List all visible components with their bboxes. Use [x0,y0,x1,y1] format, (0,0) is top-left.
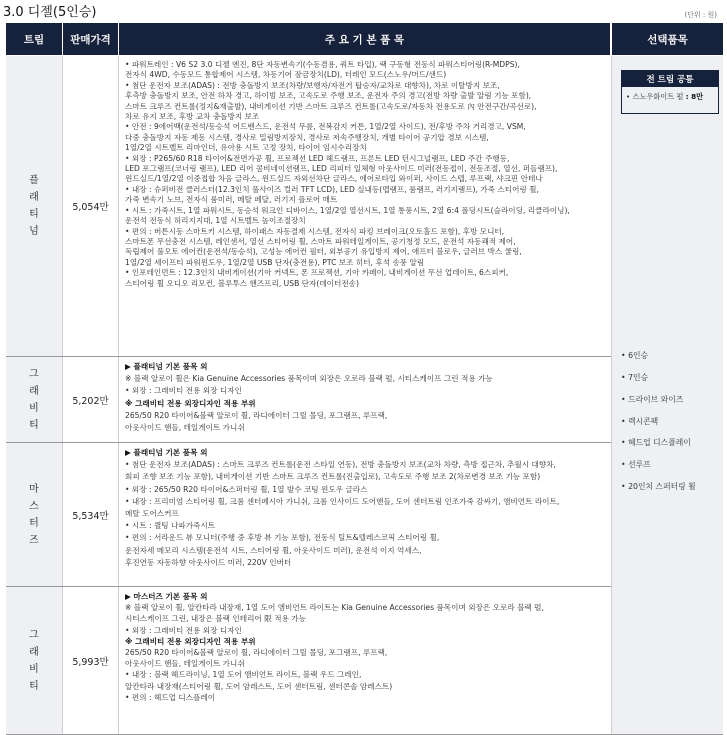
trim-name-cell [6,357,62,442]
feature-line: 회피 조향 보조 기능 포함), 내비게이션 기반 스마트 크루즈 컨트롤(진출입로), 고속도로 주행 보조 2(차로변경 보조 기능 포함) [125,472,541,482]
feature-line: • 내장 : 프리미엄 스티어링 휠, 크롬 센터페시아 가니쉬, 크롬 인사이드 도어핸들, 도어 센터트림 인조가죽 감싸기, 앰비언트 라이트, [125,496,560,506]
trim-name-cell [6,443,62,586]
trim-name: 그래비티 [29,368,39,431]
feature-line: ▶ 플래티넘 기본 품목 외 [125,448,208,457]
option-item[interactable]: • 렉시콘팩 [621,417,659,426]
feature-line: • 편의 : 버튼시동 스마트키 시스템, 하이패스 자동결제 시스템, 전자식 파킹 브레이크(오토홀드 포함), 후방 모니터, [125,226,505,236]
feature-line: 265/50 R20 타이어&블랙 알로이 휠, 라디에이터 그릴 몰딩, 포그램프, 루프랙, [125,648,388,658]
feature-line: 전자식 4WD, 수동모드 통합제어 시스템, 차동기어 잠금장치(LD), 터레인 모드(스노우/머드/샌드) [125,70,447,80]
feature-line: 알칸타라 내장재(스티어링 휠, 도어 암레스트, 도어 센터트림, 센터콘솔 암레스트) [125,681,393,691]
option-item[interactable]: • 선루프 [621,460,651,469]
common-option-item[interactable] [622,87,718,102]
feature-line: 다중 충돌방지 자동 제동 시스템, 경사로 밀림방지장치, 경사로 저속주행장치, 개별 타이어 공기압 경보 시스템, [125,132,489,142]
feature-line: • 외장 : P265/60 R18 타이어&전면가공 휠, 프로젝션 LED 헤드램프, 프론트 LED 턴시그널램프, LED 주간 주행등, [125,153,510,163]
trim-price: 5,054만 [72,202,109,213]
trim-price: 5,534만 [72,510,109,522]
feature-line: • 외장 : 그래비티 전용 외장 디자인 [125,625,242,635]
page-title: 3.0 디젤(5인승) [3,5,97,20]
feature-list [125,60,607,289]
feature-line: • 시트 : 가죽시트, 1열 파워시트, 동승석 워크인 디바이스, 1열/2열 열선시트, 1열 통풍시트, 2열 6:4 폴딩시트(슬라이딩, 리클라이닝), [125,205,570,215]
feature-line: • 외장 : 265/50 R20 타이어&스퍼터링 휠, 1열 발수 코팅 윈도우 글라스 [125,484,368,494]
feature-line: 스마트 크루즈 컨트롤(정지&재출발), 내비게이션 기반 스마트 크루즈 컨트롤(고속도로/자동차 전용도로 內 안전구간/곡선로), [125,101,537,111]
feature-line: 메탈 도어스커프 [125,509,179,519]
feature-line: 아웃사이드 핸들, 테일게이트 가니쉬 [125,423,245,433]
feature-line: • 안전 : 9에어백(운전석/동승석 어드밴스드, 운전석 무릎, 전복감지 커튼, 1열/2열 사이드), 전/후방 주차 거리경고, VSM, [125,122,526,132]
option-item[interactable]: • 20인치 스퍼터링 휠 [621,482,696,491]
divider [118,56,119,734]
feature-line: 가죽 변속기 노브, 전자식 룸미러, 메탈 페달, 러기지 플로어 매트 [125,195,338,205]
feature-line: • 내장 : 블랙 헤드라이닝, 1열 도어 앰비언트 라이트, 블랙 우드 그레인, [125,670,362,680]
feature-line: • 외장 : 그래비티 전용 외장 디자인 [125,386,242,396]
common-option-box [621,70,719,114]
feature-list [125,447,607,569]
feature-line: 1열/2열 시트벨트 리마인더, 유아용 시트 고정 장치, 타이어 임시수리장치 [125,143,367,153]
feature-line: ※ 그래비티 전용 외장디자인 적용 부위 [125,398,256,408]
feature-list [125,361,607,434]
divider [611,56,612,734]
feature-line: 1열/2열 세이프티 파워윈도우, 1열/2열 USB 단자(충전용), PTC 보조 히터, 후석 송풍 알림 [125,257,425,267]
header-trim: 트림 [6,23,62,55]
feature-line: • 편의 : 서라운드 뷰 모니터(주행 중 후방 뷰 기능 포함), 전동식 틸트&텔레스코픽 스티어링 휠, [125,533,440,543]
trim-price: 5,202만 [72,395,109,407]
trim-name: 마스터즈 [29,483,39,546]
feature-line: 265/50 R20 타이어&블랙 알로이 휠, 라디에이터 그릴 몰딩, 포그램프, 루프랙, [125,410,388,420]
option-item[interactable]: • 7인승 [621,373,649,382]
feature-line: 운전석 전동식 허리지지대, 1열 시트벨트 높이조절장치 [125,216,306,226]
feature-line: ▶ 플래티넘 기본 품목 외 [125,362,208,371]
trim-name: 그래비티 [29,629,39,692]
feature-line: 독립제어 풀오토 에어컨(운전석/동승석), 고성능 에어컨 필터, 외부공기 유입방지 제어, 애프터 블로우, 글러브 박스 쿨링, [125,247,522,257]
feature-line: • 파워트레인 : V6 S2 3.0 디젤 엔진, 8단 자동변속기(수동겸용, 쿼트 타입), 랙 구동형 전동식 파워스티어링(R-MDPS), [125,60,520,69]
feature-line: ※ 블랙 알로이 휠, 알칸타라 내장재, 1열 도어 앰비언트 라이트는 Kia Genuine Accessories 품목이며 외장은 오로라 블랙 펄, [125,603,544,613]
feature-line: 아웃사이드 핸들, 테일게이트 가니쉬 [125,659,245,669]
header-option: 선택품목 [612,23,723,55]
feature-line: ▶ 마스터즈 기본 품목 외 [125,592,208,601]
feature-line: • 인포테인먼트 : 12.3인치 내비게이션(기아 커넥트, 폰 프로젝션, 기아 카페이, 내비게이션 무선 업데이트, 6스피커, [125,268,509,278]
trim-name: 플래티넘 [29,175,39,237]
feature-line: 시티스케이프 그린, 내장은 블랙 인테리어 限 적용 가능 [125,614,306,624]
common-option-name: • 스노우화이트 펄 [626,92,684,101]
trim-name-cell [6,587,62,734]
feature-line: 후측방 충돌방지 보조, 안전 하차 경고, 하이빔 보조, 고속도로 주행 보조, 운전자 주의 경고(전방 차량 출발 알림 기능 포함), [125,91,532,101]
trim-name-cell [6,56,62,356]
common-option-header: 전 트림 공통 [622,71,718,87]
feature-line: ※ 블랙 알로이 휠은 Kia Genuine Accessories 품목이며 외장은 오로라 블랙 펄, 시티스케이프 그린 적용 가능 [125,374,493,384]
unit-note: (단위 : 원) [684,11,717,19]
feature-line: • 내장 : 슈퍼비전 클러스터(12.3인치 풀사이즈 컬러 TFT LCD), LED 실내등(맵램프, 룸램프, 러기지램프), 가죽 스티어링 휠, [125,184,539,194]
trim-price: 5,993만 [72,656,109,668]
feature-line: 운전자세 메모리 시스템(운전석 시트, 스티어링 휠, 아웃사이드 미러), 운전석 이지 억세스, [125,545,422,555]
feature-line: • 편의 : 헤드업 디스플레이 [125,692,216,702]
feature-line: • 시트 : 퀼팅 나파가죽시트 [125,521,216,531]
feature-line: 후진연동 자동하향 아웃사이드 미러, 220V 인버터 [125,557,292,567]
feature-line: ※ 그래비티 전용 외장디자인 적용 부위 [125,636,256,646]
feature-line: • 첨단 운전자 보조(ADAS) : 스마트 크루즈 컨트롤(운전 스타일 연동), 전방 충돌방지 보조(교차 차량, 측방 접근차, 추월시 대향차, [125,460,556,470]
feature-line: 스마트폰 무선충전 시스템, 레인센서, 열선 스티어링 휠, 스마트 파워테일게이트, 공기청정 모드, 운전석 자동쾌적 제어, [125,236,516,246]
feature-line: 윈드실드/1열/2열 이중접합 차음 글라스, 윈드실드 자외선차단 글라스, 에어로타입 와이퍼, 사이드 스텝, 루프랙, 샤크핀 안테나 [125,174,543,184]
feature-line: 차로 유지 보조, 후방 교차 충돌방지 보조 [125,112,260,122]
header-main: 주 요 기 본 품 목 [119,23,610,55]
common-option-price: : 8만 [685,92,704,101]
feature-list [125,591,607,703]
feature-line: 스티어링 휠 오디오 리모컨, 블루투스 핸즈프리, USB 단자(데이터전송) [125,278,359,288]
option-item[interactable]: • 6인승 [621,351,649,360]
feature-line: • 첨단 운전자 보조(ADAS) : 전방 충돌방지 보조(차량/보행자/자전거 탑승자/교차로 대향차), 차로 이탈방지 보조, [125,80,500,90]
header-price: 판매가격 [63,23,118,55]
option-item[interactable]: • 헤드업 디스플레이 [621,438,691,447]
feature-line: LED 포그램프(코너링 램프), LED 리어 콤비네이션램프, LED 리피터 일체형 아웃사이드 미러(전동접이, 전동조절, 열선, 퍼들램프), [125,164,558,174]
option-item[interactable]: • 드라이브 와이즈 [621,395,684,404]
